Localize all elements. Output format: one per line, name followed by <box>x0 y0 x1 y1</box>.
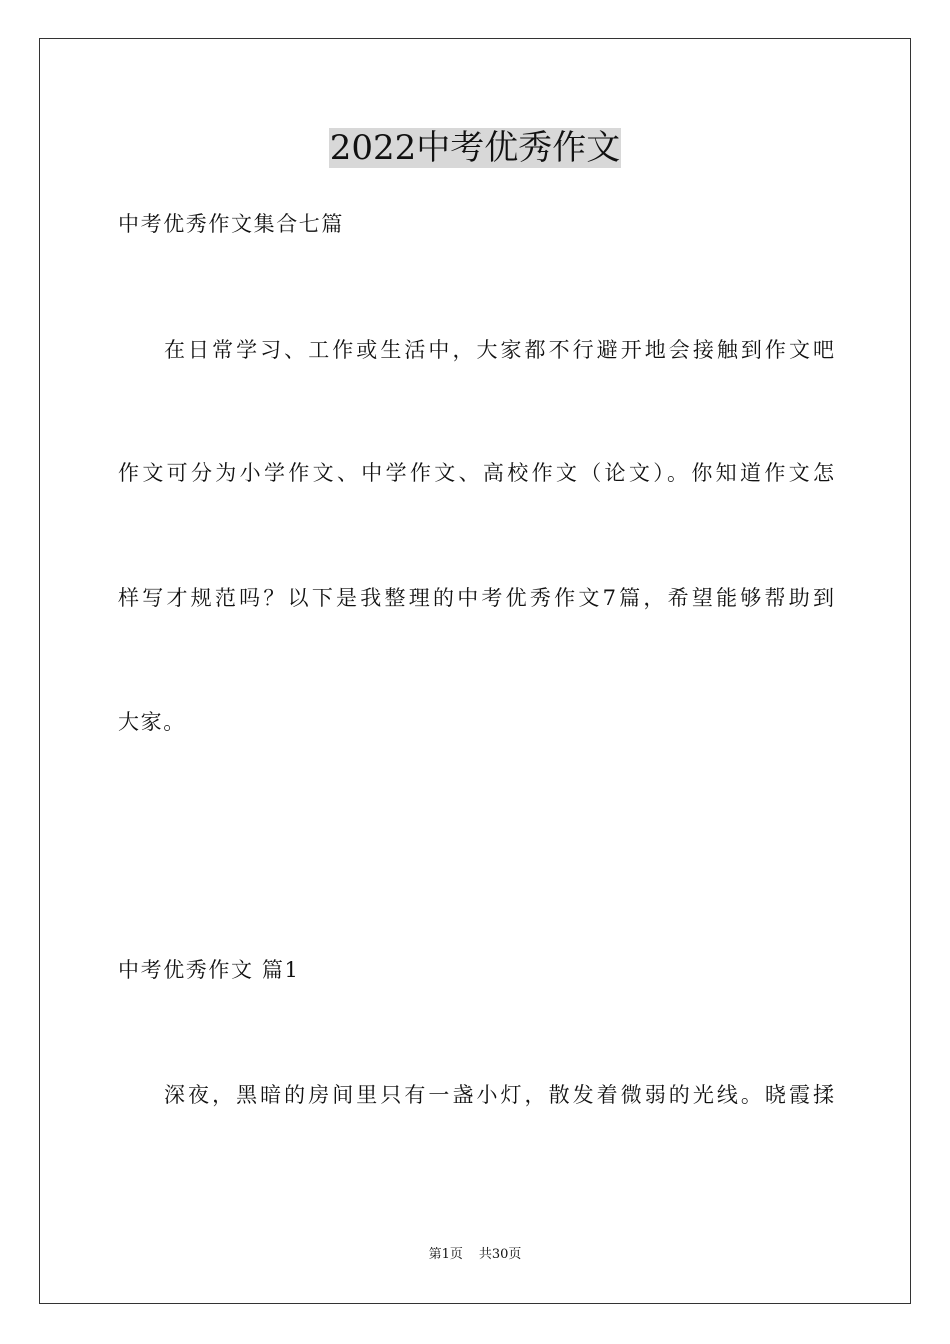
total-pages: 共30页 <box>478 1247 522 1262</box>
document-title <box>0 126 950 170</box>
intro-line-2: 作文可分为小学作文、中学作文、高校作文（论文）。你知道作文怎 <box>118 461 834 485</box>
intro-line-1: 在日常学习、工作或生活中，大家都不行避开地会接触到作文吧 <box>164 338 834 362</box>
intro-line-3: 样写才规范吗？以下是我整理的中考优秀作文7篇，希望能够帮助到 <box>118 586 834 610</box>
document-title-text: 2022中考优秀作文 <box>329 128 621 168</box>
section-line-1: 深夜，黑暗的房间里只有一盏小灯，散发着微弱的光线。晓霞揉 <box>164 1083 834 1107</box>
intro-line-4: 大家。 <box>118 710 186 734</box>
document-subtitle: 中考优秀作文集合七篇 <box>118 212 344 236</box>
page-footer <box>0 1246 950 1264</box>
section-heading: 中考优秀作文 篇1 <box>118 958 300 982</box>
page-number: 第1页 <box>428 1247 463 1262</box>
